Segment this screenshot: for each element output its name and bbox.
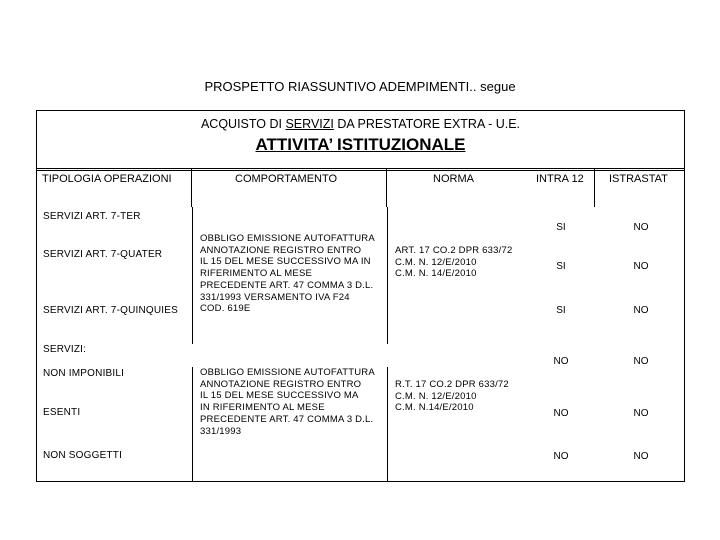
main-heading: ATTIVITA’ ISTITUZIONALE [255, 135, 466, 154]
row-label: SERVIZI ART. 7-TER [43, 211, 141, 222]
column-header-intra12: INTRA 12 [536, 173, 584, 185]
column-header-norma: NORMA [433, 173, 474, 185]
norma-text: ART. 17 CO.2 DPR 633/72 C.M. N. 12/E/2010 C.M. N. 14/E/2010 [395, 245, 513, 280]
subtitle-underlined: SERVIZI [285, 117, 334, 131]
comportamento-text: OBBLIGO EMISSIONE AUTOFATTURA ANNOTAZIONE REGISTRO ENTRO IL 15 DEL MESE SUCCESSIVO MA IN RIFERIMENTO AL MESE PRECEDENTE ART. 47 COMMA 3 D.L. 331/1993 VERSAMENTO IVA F24 COD. 619E [200, 233, 375, 315]
istrastat-value: NO [633, 451, 649, 462]
intra12-value: NO [553, 356, 569, 367]
intra12-value: NO [553, 451, 569, 462]
column-header-comportamento: COMPORTAMENTO [235, 173, 338, 185]
row-label: SERVIZI ART. 7-QUATER [43, 249, 163, 260]
header-cell-tipologia [37, 169, 192, 207]
row-label: NON IMPONIBILI [43, 368, 125, 379]
divider [387, 207, 388, 344]
section-heading: SERVIZI: [43, 344, 87, 355]
istrastat-value: NO [633, 261, 649, 272]
page-title: PROSPETTO RIASSUNTIVO ADEMPIMENTI.. segue [204, 79, 516, 94]
intra12-value: SI [556, 305, 566, 316]
header-cell-intra12 [522, 169, 595, 207]
header-cell-comportamento [192, 169, 387, 207]
intra12-value: SI [556, 222, 566, 233]
istrastat-value: NO [633, 356, 649, 367]
divider [192, 207, 193, 344]
operations-table [36, 168, 685, 482]
row-label: SERVIZI ART. 7-QUINQUIES [43, 305, 179, 316]
norma-text: R.T. 17 CO.2 DPR 633/72 C.M. N. 12/E/2010 C.M. N.14/E/2010 [395, 379, 509, 414]
row-label: NON SOGGETTI [43, 450, 123, 461]
column-header-istrastat: ISTRASTAT [609, 173, 668, 185]
divider [192, 367, 193, 481]
column-header-tipologia: TIPOLOGIA OPERAZIONI [42, 173, 172, 185]
header-box [36, 110, 685, 171]
istrastat-value: NO [633, 305, 649, 316]
subtitle [37, 117, 684, 131]
istrastat-value: NO [633, 222, 649, 233]
intra12-value: SI [556, 261, 566, 272]
subtitle-prefix: ACQUISTO DI [200, 117, 286, 131]
comportamento-text: OBBLIGO EMISSIONE AUTOFATTURA ANNOTAZIONE REGISTRO ENTRO IL 15 DEL MESE SUCCESSIVO MA IN RIFERIMENTO AL MESE PRECEDENTE ART. 47 COMMA 3 D.L. 331/1993 [200, 367, 375, 437]
istrastat-value: NO [633, 408, 649, 419]
subtitle-suffix: DA PRESTATORE EXTRA - U.E. [333, 117, 521, 131]
divider [387, 367, 388, 481]
row-label: ESENTI [43, 407, 81, 418]
intra12-value: NO [553, 408, 569, 419]
